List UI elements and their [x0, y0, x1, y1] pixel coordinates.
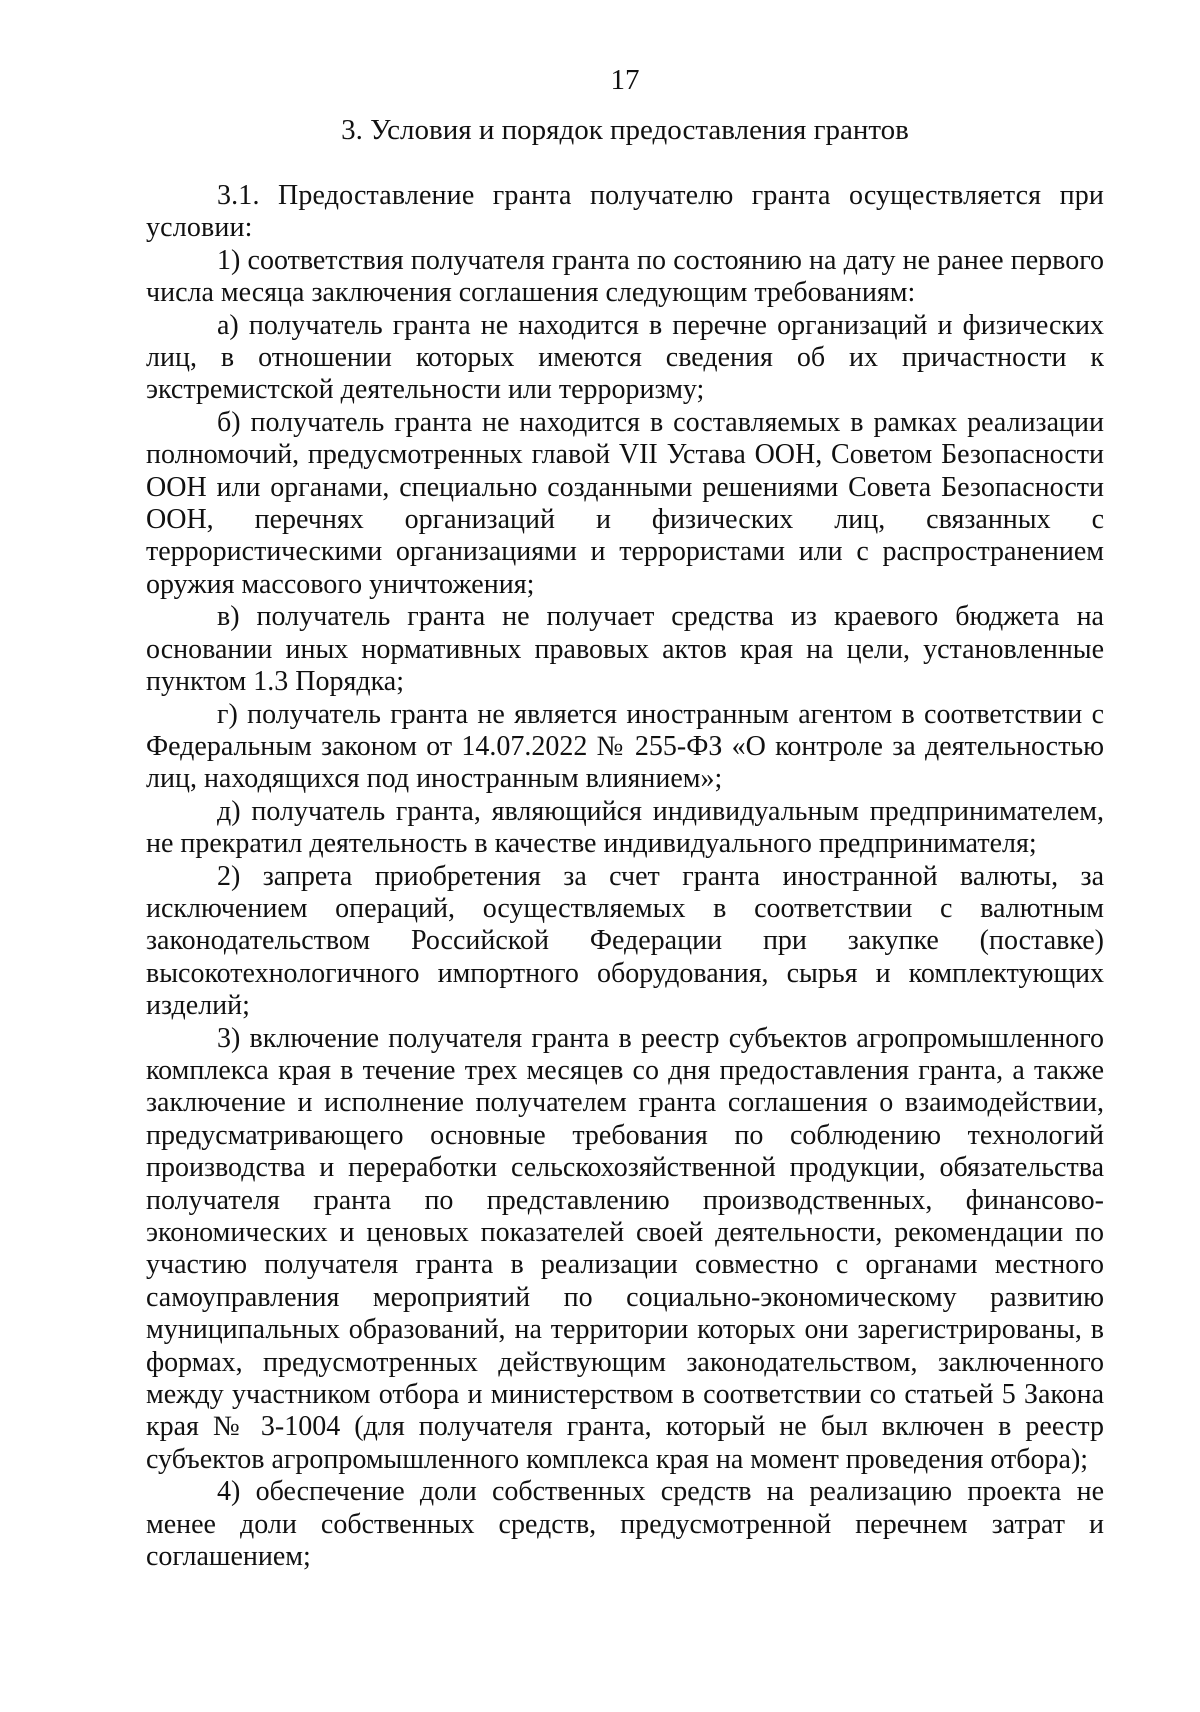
section-title: 3. Условия и порядок предоставления грантов [341, 114, 909, 146]
paragraph-item-b: б) получатель гранта не находится в составляемых в рамках реализации полномочий, предусмотренных главой VII Устава ООН, Советом Безопасности ООН или органами, специально созданными решениями Совета Безопасности ООН, перечнях организаций и физических лиц, связанных с террористическими организациями и террористами или с распространением оружия массового уничтожения; [146, 406, 1104, 600]
paragraph-3-1: 3.1. Предоставление гранта получателю гранта осуществляется при условии: [146, 180, 1104, 244]
paragraph-item-3: 3) включение получателя гранта в реестр субъектов агропромышленного комплекса края в течение трех месяцев со дня предоставления гранта, а также заключение и исполнение получателем гранта соглашения о взаимодействии, предусматривающего основные требования по соблюдению технологий производства и переработки сельскохозяйственной продукции, обязательства получателя гранта по представлению производственных, финансово-экономических и ценовых показателей своей деятельности, рекомендации по участию получателя гранта в реализации совместно с органами местного самоуправления мероприятий по социально-экономическому развитию муниципальных образований, на территории которых они зарегистрированы, в формах, предусмотренных действующим законодательством, заключенного между участником отбора и министерством в соответствии со статьей 5 Закона края № 3-1004 (для получателя гранта, который не был включен в реестр субъектов агропромышленного комплекса края на момент проведения отбора); [146, 1022, 1104, 1475]
paragraph-item-4: 4) обеспечение доли собственных средств на реализацию проекта не менее доли собственных средств, предусмотренной перечнем затрат и соглашением; [146, 1476, 1104, 1573]
paragraph-item-2: 2) запрета приобретения за счет гранта иностранной валюты, за исключением операций, осуществляемых в соответствии с валютным законодательством Российской Федерации при закупке (поставке) высокотехнологичного импортного оборудования, сырья и комплектующих изделий; [146, 860, 1104, 1022]
paragraph-item-g: г) получатель гранта не является иностранным агентом в соответствии с Федеральным законом от 14.07.2022 № 255-ФЗ «О контроле за деятельностью лиц, находящихся под иностранным влиянием»; [146, 698, 1104, 795]
paragraph-item-1: 1) соответствия получателя гранта по состоянию на дату не ранее первого числа месяца заключения соглашения следующим требованиям: [146, 244, 1104, 309]
document-body [146, 180, 1104, 1573]
page-number: 17 [610, 64, 640, 96]
paragraph-item-a: а) получатель гранта не находится в перечне организаций и физических лиц, в отношении которых имеются сведения об их причастности к экстремистской деятельности или терроризму; [146, 309, 1104, 406]
paragraph-item-d: д) получатель гранта, являющийся индивидуальным предпринимателем, не прекратил деятельность в качестве индивидуального предпринимателя; [146, 795, 1104, 860]
paragraph-item-v: в) получатель гранта не получает средства из краевого бюджета на основании иных нормативных правовых актов края на цели, установленные пунктом 1.3 Порядка; [146, 601, 1104, 698]
